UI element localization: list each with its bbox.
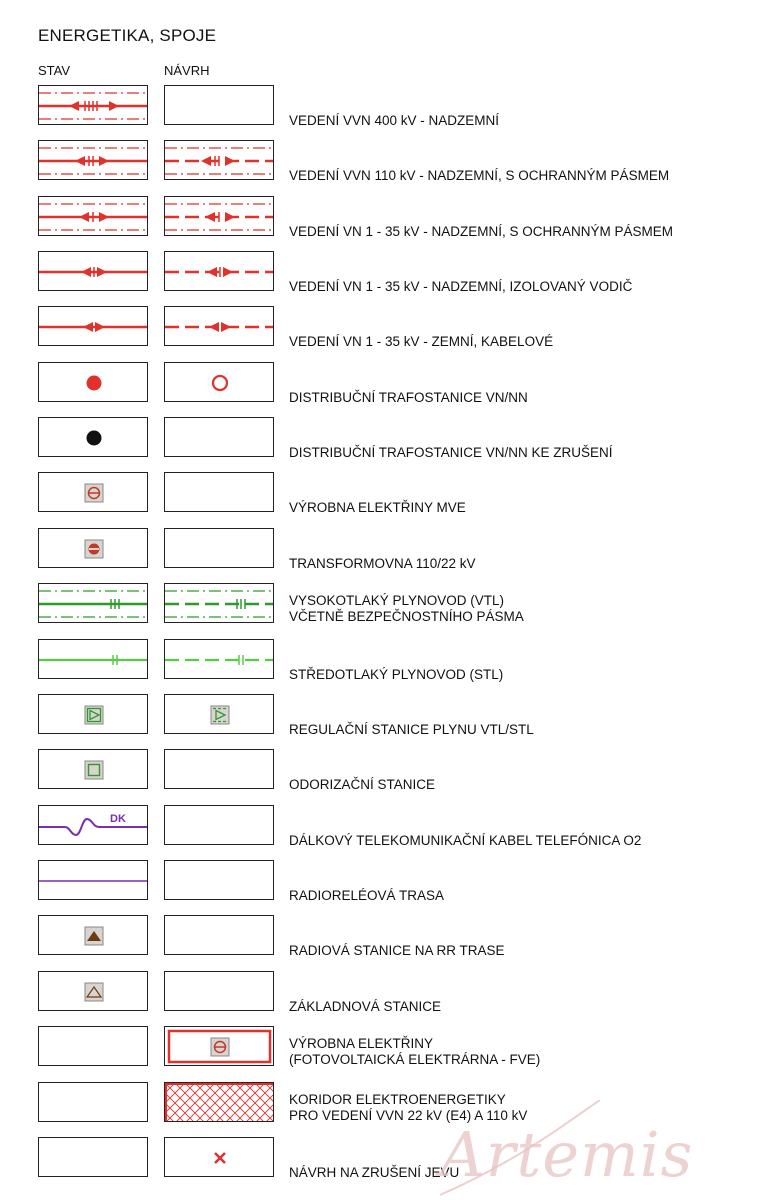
legend-label: ODORIZAČNÍ STANICE — [289, 777, 436, 792]
radio-relay-line-symbol — [39, 861, 148, 900]
regulation-station-icon — [39, 695, 148, 734]
legend-label: DÁLKOVÝ TELEKOMUNIKAČNÍ KABEL TELEFÓNICA O2 — [289, 833, 642, 848]
legend-label: VEDENÍ VN 1 - 35 kV - NADZEMNÍ, S OCHRANNÝM PÁSMEM — [289, 224, 674, 239]
symbol-navrh — [164, 362, 274, 402]
column-header-navrh: NÁVRH — [164, 63, 210, 78]
legend-label-line2: VČETNĚ BEZPEČNOSTNÍHO PÁSMA — [289, 609, 524, 624]
legend-row-vn-insulated — [0, 251, 757, 296]
symbol-navrh — [164, 528, 274, 568]
column-header-stav: STAV — [38, 63, 71, 78]
legend-label-line1: KORIDOR ELEKTROENERGETIKY — [289, 1092, 506, 1107]
legend-label: VÝROBNA ELEKTŘINY MVE — [289, 500, 466, 515]
legend-label — [289, 593, 524, 625]
legend-label: VEDENÍ VVN 400 kV - NADZEMNÍ — [289, 113, 500, 128]
symbol-navrh — [164, 694, 274, 734]
regulation-station-proposed-icon — [165, 695, 274, 734]
legend-row-radio-relay — [0, 860, 757, 905]
legend-label: NÁVRH NA ZRUŠENÍ JEVU — [289, 1165, 460, 1180]
watermark-text: Artemis — [440, 1118, 694, 1191]
power-line-400kv-symbol — [39, 86, 148, 125]
symbol-stav — [38, 85, 148, 125]
legend-row-vvn-400 — [0, 85, 757, 130]
legend-label: TRANSFORMOVNA 110/22 kV — [289, 556, 476, 571]
red-cross-icon — [165, 1138, 274, 1177]
legend-row-substation — [0, 528, 757, 573]
symbol-navrh — [164, 749, 274, 789]
symbol-stav — [38, 1026, 148, 1066]
gas-pipeline-vtl-proposed-symbol — [165, 584, 274, 623]
symbol-stav — [38, 306, 148, 346]
legend-row-gas-regulation — [0, 694, 757, 739]
legend-label-line2: PRO VEDENÍ VVN 22 kV (E4) A 110 kV — [289, 1108, 528, 1123]
symbol-navrh — [164, 1026, 274, 1066]
red-circle-icon — [165, 363, 274, 402]
symbol-navrh — [164, 971, 274, 1011]
legend-row-medium-pressure-gas — [0, 639, 757, 684]
legend-row-telecom-cable — [0, 805, 757, 850]
symbol-navrh — [164, 805, 274, 845]
symbol-navrh — [164, 196, 274, 236]
gas-pipeline-vtl-symbol — [39, 584, 148, 623]
telecom-cable-symbol — [39, 806, 148, 845]
legend-label: DISTRIBUČNÍ TRAFOSTANICE VN/NN KE ZRUŠENÍ — [289, 445, 613, 460]
symbol-navrh — [164, 251, 274, 291]
symbol-navrh — [164, 306, 274, 346]
legend-row-transformer-removal — [0, 417, 757, 462]
symbol-navrh — [164, 472, 274, 512]
telecom-cable-code: DK — [110, 813, 126, 825]
legend-row-high-pressure-gas — [0, 583, 757, 628]
legend-row-base-station — [0, 971, 757, 1016]
gas-pipeline-stl-symbol — [39, 640, 148, 679]
red-dot-icon — [39, 363, 148, 402]
symbol-stav — [38, 472, 148, 512]
power-line-vn-proposed-symbol — [165, 197, 274, 236]
legend-label-line2: (FOTOVOLTAICKÁ ELEKTRÁRNA - FVE) — [289, 1052, 541, 1067]
legend-row-odorization — [0, 749, 757, 794]
legend-row-hydro-plant — [0, 472, 757, 517]
symbol-stav — [38, 583, 148, 623]
symbol-navrh — [164, 639, 274, 679]
legend-label: VEDENÍ VN 1 - 35 kV - NADZEMNÍ, IZOLOVANÝ VODIČ — [289, 279, 633, 294]
legend-title: ENERGETIKA, SPOJE — [38, 26, 217, 45]
symbol-stav — [38, 417, 148, 457]
legend-row-vvn-110 — [0, 140, 757, 185]
substation-icon — [39, 529, 148, 568]
power-plant-icon — [39, 473, 148, 512]
legend-row-solar-plant — [0, 1026, 757, 1071]
legend-label: DISTRIBUČNÍ TRAFOSTANICE VN/NN — [289, 390, 528, 405]
underground-cable-proposed-symbol — [165, 307, 274, 346]
legend-label: STŘEDOTLAKÝ PLYNOVOD (STL) — [289, 667, 504, 682]
symbol-navrh — [164, 85, 274, 125]
legend-label: VEDENÍ VN 1 - 35 kV - ZEMNÍ, KABELOVÉ — [289, 334, 554, 349]
legend-row-vn-overhead-zone — [0, 196, 757, 241]
power-line-vn-symbol — [39, 197, 148, 236]
power-line-insulated-proposed-symbol — [165, 252, 274, 291]
symbol-stav — [38, 915, 148, 955]
symbol-stav — [38, 362, 148, 402]
underground-cable-symbol — [39, 307, 148, 346]
power-line-110kv-symbol — [39, 141, 148, 180]
symbol-stav — [38, 860, 148, 900]
symbol-stav — [38, 749, 148, 789]
legend-label: RADIORELÉOVÁ TRASA — [289, 888, 445, 903]
legend-label: VEDENÍ VVN 110 kV - NADZEMNÍ, S OCHRANNÝM PÁSMEM — [289, 168, 670, 183]
symbol-stav — [38, 140, 148, 180]
symbol-navrh — [164, 1082, 274, 1122]
corridor-hatch-icon — [165, 1083, 274, 1122]
symbol-stav — [38, 251, 148, 291]
power-line-110kv-proposed-symbol — [165, 141, 274, 180]
legend-label: RADIOVÁ STANICE NA RR TRASE — [289, 943, 505, 958]
legend-label-line1: VYSOKOTLAKÝ PLYNOVOD (VTL) — [289, 593, 505, 608]
symbol-stav — [38, 1082, 148, 1122]
radio-station-icon — [39, 916, 148, 955]
legend-row-vn-underground — [0, 306, 757, 351]
power-line-insulated-symbol — [39, 252, 148, 291]
symbol-navrh — [164, 140, 274, 180]
legend-label: REGULAČNÍ STANICE PLYNU VTL/STL — [289, 722, 534, 737]
symbol-stav — [38, 694, 148, 734]
symbol-navrh — [164, 583, 274, 623]
base-station-icon — [39, 972, 148, 1011]
symbol-stav — [38, 528, 148, 568]
symbol-navrh — [164, 860, 274, 900]
odorization-station-icon — [39, 750, 148, 789]
black-dot-icon — [39, 418, 148, 457]
symbol-stav — [38, 805, 148, 845]
legend-label-line1: VÝROBNA ELEKTŘINY — [289, 1036, 434, 1051]
solar-plant-area-icon — [165, 1027, 274, 1066]
symbol-stav — [38, 1137, 148, 1177]
symbol-navrh — [164, 915, 274, 955]
symbol-navrh — [164, 417, 274, 457]
legend-row-radio-station — [0, 915, 757, 960]
legend-label: ZÁKLADNOVÁ STANICE — [289, 999, 442, 1014]
symbol-stav — [38, 639, 148, 679]
gas-pipeline-stl-proposed-symbol — [165, 640, 274, 679]
legend-row-transformer-station — [0, 362, 757, 407]
symbol-stav — [38, 971, 148, 1011]
symbol-navrh — [164, 1137, 274, 1177]
symbol-stav — [38, 196, 148, 236]
legend-label — [289, 1036, 540, 1068]
